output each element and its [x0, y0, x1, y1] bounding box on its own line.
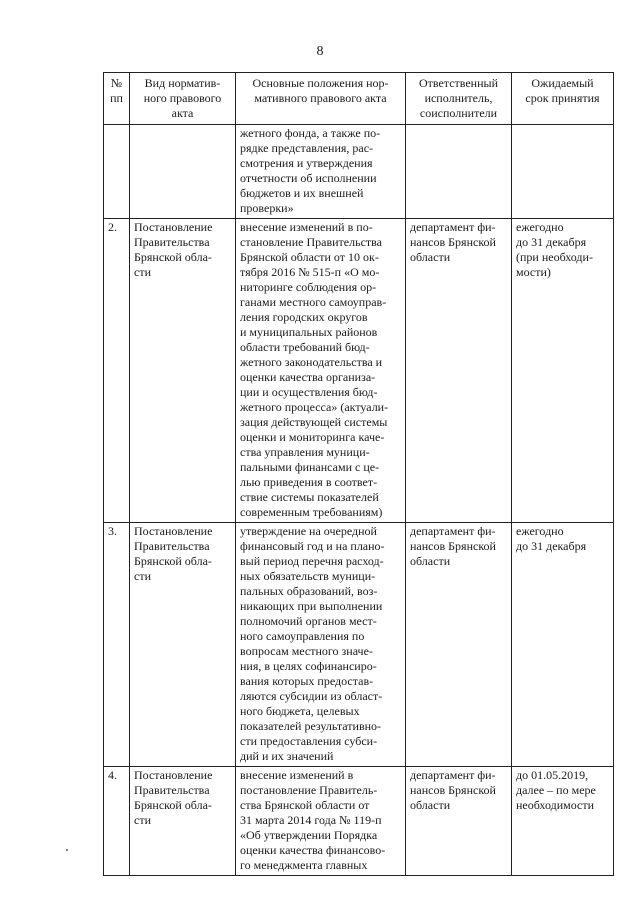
header-line: соисполнители [419, 106, 498, 120]
header-deadline [512, 73, 614, 125]
header-line: исполнитель, [424, 91, 493, 105]
cell-text-line: ежегодно [516, 220, 564, 234]
deadline-cell [512, 767, 614, 876]
cell-text-line: жетного фонда, а также по- [240, 126, 381, 140]
cell-text-line: до 01.05.2019, [516, 768, 589, 782]
cell-text-line: полномочий органов мест- [240, 614, 377, 628]
cell-text-line: отчетности об исполнении [240, 171, 377, 185]
provisions-cell [236, 125, 406, 219]
cell-text-line: Брянской обла- [134, 250, 212, 264]
cell-text-line: оценки и мониторинга каче- [240, 430, 385, 444]
header-line: мативного правового акта [254, 91, 387, 105]
cell-text-line: департамент фи- [410, 220, 496, 234]
cell-text-line: ляются субсидии из област- [240, 689, 383, 703]
cell-text-line: Брянской обла- [134, 554, 212, 568]
cell-text-line: до 31 декабря [516, 539, 587, 553]
header-act-type [130, 73, 236, 125]
header-line: срок принятия [525, 91, 600, 105]
header-line: Основные положения нор- [252, 76, 389, 90]
provisions-cell [236, 767, 406, 876]
cell-text-line: становление Правительства [240, 235, 382, 249]
provisions-cell [236, 523, 406, 767]
cell-text-line: сти [134, 569, 151, 583]
header-line: Ответственный [418, 76, 499, 90]
cell-text-line: финансовый год и на плано- [240, 539, 385, 553]
cell-text-line: постановление Правитель- [240, 783, 378, 797]
cell-text-line: департамент фи- [410, 768, 496, 782]
cell-text-line: ния, в целях софинансиро- [240, 659, 377, 673]
cell-text-line: Постановление [134, 768, 213, 782]
cell-text-line: жетного законодательства и [240, 355, 383, 369]
cell-text-line: (при необходи- [516, 250, 593, 264]
cell-text-line: вый период перечня расход- [240, 554, 384, 568]
cell-text-line: пальных образований, воз- [240, 584, 378, 598]
cell-text-line: зация действующей системы [240, 415, 388, 429]
cell-text-line: мости) [516, 265, 551, 279]
cell-text-line: Постановление [134, 220, 213, 234]
row-number-cell: 4. [104, 767, 130, 876]
cell-text-line: проверки» [240, 201, 294, 215]
cell-text-line: ежегодно [516, 524, 564, 538]
header-line: № [110, 76, 123, 90]
cell-text-line: сти предоставления субси- [240, 734, 378, 748]
cell-text-line: департамент фи- [410, 524, 496, 538]
cell-text-line: ления городских округов [240, 310, 368, 324]
deadline-cell [512, 219, 614, 523]
header-line: акта [171, 106, 194, 120]
cell-text-line: вопросам местного значе- [240, 644, 373, 658]
cell-text-line: области требований бюд- [240, 340, 370, 354]
cell-text-line: области [410, 554, 451, 568]
row-number-cell: 2. [104, 219, 130, 523]
cell-text-line: ниторинге соблюдения ор- [240, 280, 377, 294]
acts-table [103, 72, 614, 876]
cell-text-line: показателей результативно- [240, 719, 382, 733]
cell-text-line: оценки качества финансово- [240, 843, 386, 857]
table-row [104, 523, 614, 767]
executor-cell [406, 219, 512, 523]
row-number-cell [104, 125, 130, 219]
cell-text-line: ных обязательств муници- [240, 569, 376, 583]
cell-text-line: ции и осуществления бюд- [240, 385, 378, 399]
cell-text-line: Брянской обла- [134, 798, 212, 812]
table-row [104, 767, 614, 876]
cell-text-line: Правительства [134, 539, 210, 553]
cell-text-line: нансов Брянской [410, 783, 496, 797]
cell-text-line: лью приведения в соответ- [240, 475, 378, 489]
cell-text-line: жетного процесса» (актуали- [240, 400, 389, 414]
cell-text-line: необходимости [516, 798, 595, 812]
cell-text-line: бюджетов и их внешней [240, 186, 364, 200]
cell-text-line: сти [134, 265, 151, 279]
cell-text-line: пальными финансами с це- [240, 460, 380, 474]
cell-text-line: и муниципальных районов [240, 325, 378, 339]
cell-text-line: утверждение на очередной [240, 524, 377, 538]
cell-text-line: «Об утверждении Порядка [240, 828, 378, 842]
cell-text-line: смотрения и утверждения [240, 156, 373, 170]
cell-text-line: Правительства [134, 783, 210, 797]
cell-text-line: вания которых предостав- [240, 674, 374, 688]
cell-text-line: оценки качества организа- [240, 370, 376, 384]
header-line: пп [110, 91, 123, 105]
cell-text-line: ного бюджета, целевых [240, 704, 360, 718]
header-executor [406, 73, 512, 125]
act-type-cell [130, 767, 236, 876]
table-header-row [104, 73, 614, 125]
act-type-cell [130, 219, 236, 523]
cell-text-line: до 31 декабря [516, 235, 587, 249]
deadline-cell [512, 523, 614, 767]
cell-text-line: ства Брянской области от [240, 798, 370, 812]
page-number: 8 [316, 44, 324, 59]
cell-text-line: никающих при выполнении [240, 599, 383, 613]
cell-text-line: 31 марта 2014 года № 119-п [240, 813, 382, 827]
header-line: ного правового [143, 91, 222, 105]
cell-text-line: области [410, 798, 451, 812]
row-number-cell: 3. [104, 523, 130, 767]
cell-text-line: ганами местного самоуправ- [240, 295, 387, 309]
executor-cell [406, 767, 512, 876]
cell-text-line: ствие системы показателей [240, 490, 379, 504]
cell-text-line: сти [134, 813, 151, 827]
act-type-cell [130, 523, 236, 767]
cell-text-line: Брянской области от 10 ок- [240, 250, 379, 264]
table-body [104, 125, 614, 876]
header-provisions [236, 73, 406, 125]
header-line: Ожидаемый [531, 76, 594, 90]
executor-cell [406, 125, 512, 219]
cell-text-line: Правительства [134, 235, 210, 249]
cell-text-line: области [410, 250, 451, 264]
cell-text-line: ного самоуправления по [240, 629, 365, 643]
provisions-cell [236, 219, 406, 523]
cell-text-line: го менеджмента главных [240, 858, 368, 872]
cell-text-line: современным требованиям) [240, 505, 383, 519]
cell-text-line: внесение изменений в [240, 768, 354, 782]
cell-text-line: ства управления муници- [240, 445, 370, 459]
act-type-cell [130, 125, 236, 219]
cell-text-line: далее – по мере [516, 783, 596, 797]
cell-text-line: тября 2016 № 515-п «О мо- [240, 265, 380, 279]
table-row [104, 219, 614, 523]
deadline-cell [512, 125, 614, 219]
header-line: Вид норматив- [144, 76, 221, 90]
cell-text-line: внесение изменений в по- [240, 220, 373, 234]
table-row [104, 125, 614, 219]
executor-cell [406, 523, 512, 767]
header-number [104, 73, 130, 125]
cell-text-line: нансов Брянской [410, 235, 496, 249]
cell-text-line: нансов Брянской [410, 539, 496, 553]
cell-text-line: Постановление [134, 524, 213, 538]
cell-text-line: рядке представления, рас- [240, 141, 374, 155]
cell-text-line: дий и их значений [240, 749, 334, 763]
scan-speck [66, 849, 68, 851]
